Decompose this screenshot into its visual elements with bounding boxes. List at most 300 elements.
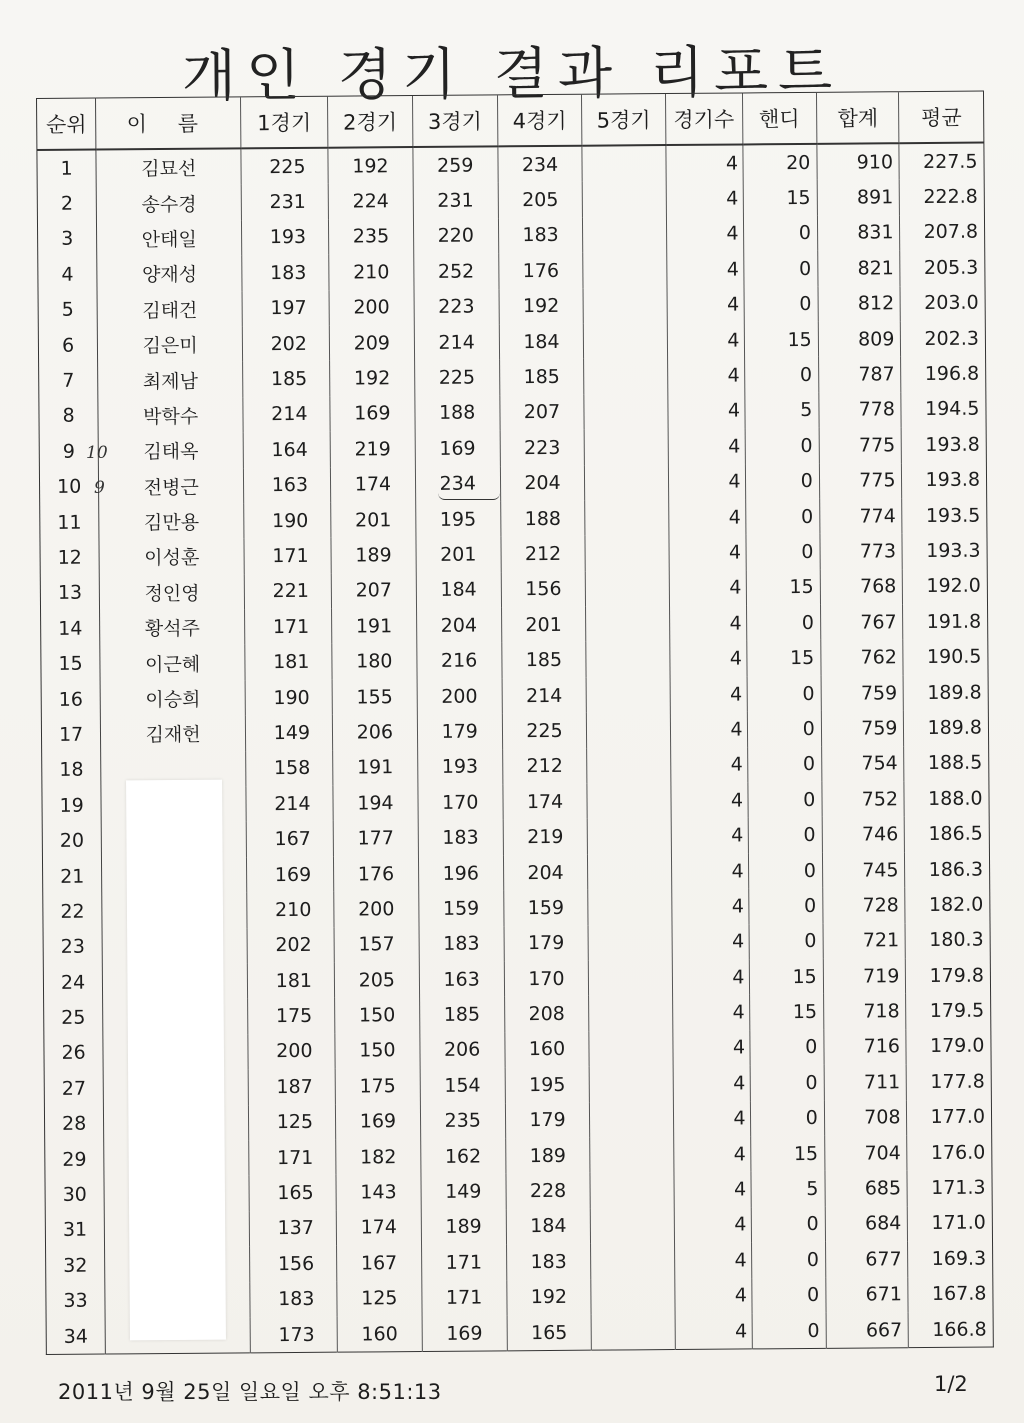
cell-game2: 167 xyxy=(337,1245,422,1281)
header-total: 합계 xyxy=(816,92,899,144)
cell-average: 190.5 xyxy=(903,639,988,675)
cell-average: 193.8 xyxy=(902,462,987,498)
cell-game1: 197 xyxy=(242,290,329,326)
cell-name: 김묘선 xyxy=(141,157,197,181)
cell-game4: 212 xyxy=(502,748,587,784)
cell-game3: 259 xyxy=(413,146,498,183)
cell-game2: 201 xyxy=(331,502,416,538)
handwritten-underline xyxy=(438,493,500,500)
cell-count: 4 xyxy=(668,429,745,465)
cell-game5 xyxy=(583,252,666,288)
cell-count: 4 xyxy=(668,499,745,535)
cell-rank: 2 xyxy=(37,186,97,222)
cell-average: 194.5 xyxy=(901,391,986,427)
cell-rank: 31 xyxy=(45,1212,105,1248)
cell-rank: 1 xyxy=(37,150,97,187)
cell-game2: 200 xyxy=(329,290,414,326)
cell-average: 227.5 xyxy=(899,143,984,180)
cell-handicap: 0 xyxy=(747,676,822,712)
cell-game5 xyxy=(583,217,666,253)
cell-total: 718 xyxy=(823,994,906,1030)
cell-average: 171.0 xyxy=(908,1205,993,1241)
cell-game2: 175 xyxy=(335,1068,420,1104)
cell-game3: 204 xyxy=(416,607,501,643)
cell-game1: 181 xyxy=(247,963,334,999)
cell-game4: 219 xyxy=(503,819,588,855)
cell-count: 4 xyxy=(674,1207,751,1243)
cell-handicap: 0 xyxy=(751,1242,826,1278)
cell-game3: 196 xyxy=(418,855,503,891)
cell-count: 4 xyxy=(669,535,746,571)
cell-game3: 159 xyxy=(419,891,504,927)
cell-game2: 191 xyxy=(332,608,417,644)
cell-name: 이승희 xyxy=(145,688,201,712)
cell-count: 4 xyxy=(674,1243,751,1279)
cell-game4: 195 xyxy=(505,1067,590,1103)
cell-rank: 3 xyxy=(37,221,97,257)
cell-game4: 201 xyxy=(501,607,586,643)
cell-game1: 214 xyxy=(246,786,333,822)
cell-game5 xyxy=(583,288,666,324)
cell-count: 4 xyxy=(669,606,746,642)
header-game3: 3경기 xyxy=(412,95,497,147)
cell-total: 759 xyxy=(821,710,904,746)
cell-game3: 149 xyxy=(421,1174,506,1210)
cell-game4: 183 xyxy=(506,1244,591,1280)
cell-game4: 208 xyxy=(504,996,589,1032)
cell-game5 xyxy=(591,1208,674,1244)
cell-game5 xyxy=(585,500,668,536)
header-name: 이 름 xyxy=(96,97,241,150)
cell-count: 4 xyxy=(665,144,742,181)
cell-game1: 231 xyxy=(241,184,328,220)
cell-average: 189.8 xyxy=(904,674,989,710)
cell-game3: 235 xyxy=(420,1103,505,1139)
cell-count: 4 xyxy=(675,1313,752,1349)
cell-average: 180.3 xyxy=(905,922,990,958)
cell-name: 김은미 xyxy=(142,334,198,358)
cell-total: 821 xyxy=(818,250,901,286)
cell-rank: 24 xyxy=(43,964,103,1000)
cell-rank: 23 xyxy=(43,929,103,965)
cell-rank: 27 xyxy=(44,1071,104,1107)
cell-game4: 228 xyxy=(506,1173,591,1209)
cell-game1: 175 xyxy=(248,998,335,1034)
cell-total: 768 xyxy=(820,569,903,605)
cell-average: 176.0 xyxy=(907,1134,992,1170)
cell-average: 179.5 xyxy=(906,993,991,1029)
cell-game5 xyxy=(590,1172,673,1208)
cell-average: 191.8 xyxy=(903,604,988,640)
cell-handicap: 0 xyxy=(745,534,820,570)
cell-game5 xyxy=(589,995,672,1031)
cell-game2: 177 xyxy=(333,820,418,856)
cell-count: 4 xyxy=(667,358,744,394)
cell-game1: 149 xyxy=(245,715,332,751)
cell-count: 4 xyxy=(672,995,749,1031)
cell-game3: 214 xyxy=(414,324,499,360)
cell-total: 684 xyxy=(825,1206,908,1242)
cell-count: 4 xyxy=(669,570,746,606)
cell-handicap: 0 xyxy=(747,782,822,818)
cell-game5 xyxy=(587,748,670,784)
cell-total: 721 xyxy=(823,923,906,959)
cell-count: 4 xyxy=(674,1172,751,1208)
cell-game2: 191 xyxy=(333,750,418,786)
cell-game3: 201 xyxy=(416,537,501,573)
cell-game1: 187 xyxy=(248,1069,335,1105)
cell-game1: 171 xyxy=(245,609,332,645)
cell-game4: 212 xyxy=(501,536,586,572)
cell-game3: 234 xyxy=(415,466,500,502)
cell-game2: 189 xyxy=(331,537,416,573)
cell-average: 188.0 xyxy=(904,781,989,817)
cell-game4: 188 xyxy=(500,501,585,537)
cell-game1: 221 xyxy=(244,573,331,609)
cell-count: 4 xyxy=(667,322,744,358)
cell-game5 xyxy=(585,465,668,501)
handwritten-note-rank9: 10 xyxy=(86,443,108,463)
cell-total: 787 xyxy=(818,357,901,393)
cell-game2: 194 xyxy=(333,785,418,821)
cell-handicap: 0 xyxy=(748,817,823,853)
cell-average: 186.5 xyxy=(905,816,990,852)
cell-average: 196.8 xyxy=(901,356,986,392)
cell-game2: 192 xyxy=(330,360,415,396)
cell-rank: 22 xyxy=(43,894,103,930)
cell-average: 193.3 xyxy=(902,533,987,569)
cell-average: 189.8 xyxy=(904,710,989,746)
cell-total: 752 xyxy=(822,781,905,817)
cell-game4: 179 xyxy=(504,925,589,961)
cell-count: 4 xyxy=(667,393,744,429)
cell-game3: 171 xyxy=(421,1244,506,1280)
cell-count: 4 xyxy=(674,1278,751,1314)
cell-game4: 234 xyxy=(497,146,582,183)
cell-handicap: 0 xyxy=(752,1313,827,1349)
cell-game1: 190 xyxy=(244,503,331,539)
cell-rank: 11 xyxy=(40,504,100,540)
cell-name: 송수경 xyxy=(141,193,197,216)
cell-game3: 252 xyxy=(414,254,499,290)
cell-count: 4 xyxy=(666,181,743,217)
cell-rank: 25 xyxy=(44,1000,104,1036)
cell-name: 양재성 xyxy=(141,264,198,287)
cell-game3: 195 xyxy=(415,501,500,537)
cell-handicap: 0 xyxy=(744,357,819,393)
cell-average: 171.3 xyxy=(907,1170,992,1206)
cell-game3: 170 xyxy=(418,784,503,820)
cell-game4: 179 xyxy=(505,1102,590,1138)
cell-game1: 210 xyxy=(247,892,334,928)
redaction-patch xyxy=(126,780,226,1341)
cell-total: 762 xyxy=(821,640,904,676)
cell-game2: 143 xyxy=(336,1174,421,1210)
cell-game3: 225 xyxy=(414,360,499,396)
cell-handicap: 0 xyxy=(749,1030,824,1066)
cell-game1: 173 xyxy=(250,1317,337,1354)
cell-rank: 34 xyxy=(46,1318,106,1354)
cell-total: 719 xyxy=(823,958,906,994)
cell-game4: 174 xyxy=(502,784,587,820)
cell-game5 xyxy=(584,323,667,359)
cell-game4: 184 xyxy=(499,324,584,360)
cell-game5 xyxy=(588,889,671,925)
cell-average: 193.8 xyxy=(902,427,987,463)
cell-game2: 150 xyxy=(335,997,420,1033)
cell-game2: 192 xyxy=(328,147,413,184)
cell-count: 4 xyxy=(670,712,747,748)
cell-game4: 223 xyxy=(500,430,585,466)
cell-game1: 214 xyxy=(243,396,330,432)
cell-game5 xyxy=(589,1031,672,1067)
cell-average: 179.8 xyxy=(906,958,991,994)
cell-average: 222.8 xyxy=(900,179,985,215)
cell-game1: 169 xyxy=(247,856,334,892)
cell-total: 773 xyxy=(820,534,903,570)
handwritten-note-rank10: 9 xyxy=(94,478,105,498)
cell-handicap: 0 xyxy=(743,216,818,252)
cell-average: 193.5 xyxy=(902,497,987,533)
cell-game4: 176 xyxy=(498,253,583,289)
cell-game2: 176 xyxy=(333,856,418,892)
cell-total: 716 xyxy=(824,1029,907,1065)
cell-average: 179.0 xyxy=(906,1028,991,1064)
cell-handicap: 0 xyxy=(745,463,820,499)
table-header-row xyxy=(37,91,984,150)
cell-average: 202.3 xyxy=(901,321,986,357)
cell-count: 4 xyxy=(671,818,748,854)
cell-game3: 169 xyxy=(415,430,500,466)
cell-average: 177.8 xyxy=(907,1064,992,1100)
cell-name: 황석주 xyxy=(144,617,200,641)
cell-average: 203.0 xyxy=(900,285,985,321)
cell-average: 207.8 xyxy=(900,214,985,250)
cell-total: 778 xyxy=(819,392,902,428)
cell-average: 205.3 xyxy=(900,250,985,286)
cell-game1: 125 xyxy=(248,1104,335,1140)
cell-game4: 204 xyxy=(500,465,585,501)
cell-count: 4 xyxy=(666,216,743,252)
cell-rank: 12 xyxy=(40,540,100,576)
cell-handicap: 15 xyxy=(744,322,819,358)
cell-handicap: 0 xyxy=(748,853,823,889)
cell-game2: 150 xyxy=(335,1033,420,1069)
cell-rank: 4 xyxy=(38,257,98,293)
cell-name: 최제남 xyxy=(142,370,199,393)
cell-game4: 225 xyxy=(502,713,587,749)
cell-total: 746 xyxy=(822,817,905,853)
cell-handicap: 0 xyxy=(749,923,824,959)
cell-total: 910 xyxy=(817,143,900,180)
cell-name: 정인영 xyxy=(144,582,200,606)
cell-total: 759 xyxy=(821,675,904,711)
cell-handicap: 0 xyxy=(748,888,823,924)
cell-rank: 29 xyxy=(45,1141,105,1177)
cell-game2: 219 xyxy=(330,431,415,467)
cell-handicap: 15 xyxy=(746,570,821,606)
cell-game3: 183 xyxy=(418,820,503,856)
cell-game5 xyxy=(590,1066,673,1102)
cell-rank: 21 xyxy=(42,858,102,894)
cell-rank: 6 xyxy=(38,327,98,363)
cell-game4: 184 xyxy=(506,1208,591,1244)
cell-game1: 185 xyxy=(243,361,330,397)
cell-game4: 205 xyxy=(498,182,583,218)
cell-game2: 125 xyxy=(337,1281,422,1317)
cell-total: 891 xyxy=(817,180,900,216)
cell-handicap: 5 xyxy=(750,1171,825,1207)
cell-total: 775 xyxy=(819,427,902,463)
cell-average: 186.3 xyxy=(905,851,990,887)
cell-game4: 183 xyxy=(498,217,583,253)
cell-game4: 156 xyxy=(501,571,586,607)
cell-game5 xyxy=(586,677,669,713)
cell-game2: 160 xyxy=(337,1316,422,1353)
footer-datetime: 2011년 9월 25일 일요일 오후 8:51:13 xyxy=(58,1380,442,1404)
cell-game2: 174 xyxy=(330,467,415,503)
cell-game3: 200 xyxy=(417,678,502,714)
cell-game4: 185 xyxy=(501,642,586,678)
cell-count: 4 xyxy=(672,959,749,995)
cell-handicap: 20 xyxy=(742,144,817,181)
cell-handicap: 0 xyxy=(746,605,821,641)
cell-handicap: 15 xyxy=(749,994,824,1030)
cell-game3: 184 xyxy=(416,572,501,608)
cell-game3: 171 xyxy=(422,1280,507,1316)
cell-name: 박학수 xyxy=(143,405,199,429)
header-rank: 순위 xyxy=(37,98,97,150)
cell-average: 169.3 xyxy=(908,1241,993,1277)
cell-count: 4 xyxy=(671,889,748,925)
cell-game3: 188 xyxy=(415,395,500,431)
cell-count: 4 xyxy=(670,676,747,712)
cell-game2: 169 xyxy=(335,1104,420,1140)
cell-game1: 167 xyxy=(246,821,333,857)
cell-name: 이성훈 xyxy=(144,547,200,570)
cell-game5 xyxy=(588,818,671,854)
cell-handicap: 15 xyxy=(746,640,821,676)
report-title: 개인 경기 결과 리포트 xyxy=(181,39,843,110)
header-game4: 4경기 xyxy=(497,94,582,146)
cell-game2: 209 xyxy=(329,325,414,361)
cell-game4: 189 xyxy=(505,1138,590,1174)
cell-rank: 32 xyxy=(46,1248,106,1284)
cell-name: 김태건 xyxy=(142,299,198,322)
cell-game2: 169 xyxy=(330,396,415,432)
cell-total: 708 xyxy=(824,1100,907,1136)
cell-game4: 165 xyxy=(507,1315,592,1352)
cell-rank: 19 xyxy=(42,788,102,824)
footer-page-number: 1/2 xyxy=(934,1372,968,1396)
cell-rank: 15 xyxy=(41,646,101,682)
cell-handicap: 0 xyxy=(747,746,822,782)
cell-game5 xyxy=(583,181,666,217)
cell-game5 xyxy=(590,1102,673,1138)
cell-game5 xyxy=(587,783,670,819)
cell-rank: 30 xyxy=(45,1177,105,1213)
cell-handicap: 15 xyxy=(749,959,824,995)
cell-count: 4 xyxy=(670,747,747,783)
cell-game5 xyxy=(586,606,669,642)
cell-game3: 185 xyxy=(419,997,504,1033)
cell-name: 김만용 xyxy=(143,511,200,535)
cell-game2: 174 xyxy=(336,1210,421,1246)
cell-game3: 163 xyxy=(419,961,504,997)
cell-game5 xyxy=(590,1137,673,1173)
cell-total: 774 xyxy=(819,498,902,534)
cell-game1: 171 xyxy=(244,538,331,574)
cell-count: 4 xyxy=(673,1136,750,1172)
cell-handicap: 0 xyxy=(751,1207,826,1243)
cell-game1: 190 xyxy=(245,680,332,716)
cell-total: 685 xyxy=(825,1171,908,1207)
cell-game4: 170 xyxy=(504,961,589,997)
cell-count: 4 xyxy=(673,1066,750,1102)
cell-count: 4 xyxy=(671,782,748,818)
cell-rank: 18 xyxy=(42,752,102,788)
cell-rank: 13 xyxy=(40,575,100,611)
cell-rank: 9 xyxy=(39,434,99,470)
cell-total: 671 xyxy=(826,1277,909,1313)
cell-count: 4 xyxy=(671,853,748,889)
cell-handicap: 0 xyxy=(751,1277,826,1313)
cell-name: 안태일 xyxy=(141,228,197,252)
cell-name: 김재헌 xyxy=(145,724,201,747)
header-handicap: 핸디 xyxy=(742,92,817,144)
cell-rank: 14 xyxy=(41,611,101,647)
cell-game4: 160 xyxy=(504,1031,589,1067)
cell-game5 xyxy=(586,642,669,678)
cell-game2: 155 xyxy=(332,679,417,715)
header-game2: 2경기 xyxy=(327,96,412,148)
cell-game1: 171 xyxy=(249,1140,336,1176)
cell-handicap: 0 xyxy=(743,251,818,287)
cell-game3: 154 xyxy=(420,1068,505,1104)
cell-total: 745 xyxy=(822,852,905,888)
cell-handicap: 0 xyxy=(745,499,820,535)
cell-game1: 183 xyxy=(250,1281,337,1317)
cell-total: 754 xyxy=(821,746,904,782)
cell-game2: 224 xyxy=(328,183,413,219)
cell-game3: 231 xyxy=(413,183,498,219)
cell-name: 전병근 xyxy=(143,476,199,499)
cell-count: 4 xyxy=(666,252,743,288)
cell-game5 xyxy=(582,145,666,182)
cell-count: 4 xyxy=(672,1030,749,1066)
cell-average: 167.8 xyxy=(908,1276,993,1312)
cell-game4: 185 xyxy=(499,359,584,395)
cell-game3: 223 xyxy=(414,289,499,325)
cell-game2: 206 xyxy=(332,714,417,750)
cell-total: 831 xyxy=(817,215,900,251)
header-game1: 1경기 xyxy=(241,96,328,148)
cell-handicap: 0 xyxy=(750,1065,825,1101)
cell-rank: 33 xyxy=(46,1283,106,1319)
cell-game4: 214 xyxy=(502,678,587,714)
cell-game3: 162 xyxy=(420,1138,505,1174)
cell-rank: 20 xyxy=(42,823,102,859)
cell-game4: 204 xyxy=(503,855,588,891)
cell-game5 xyxy=(591,1279,674,1315)
cell-game1: 193 xyxy=(242,219,329,255)
cell-rank: 10 xyxy=(39,469,99,505)
cell-total: 812 xyxy=(818,286,901,322)
header-average: 평균 xyxy=(899,91,984,143)
cell-game2: 207 xyxy=(331,573,416,609)
cell-game1: 158 xyxy=(246,750,333,786)
cell-game5 xyxy=(591,1243,674,1279)
